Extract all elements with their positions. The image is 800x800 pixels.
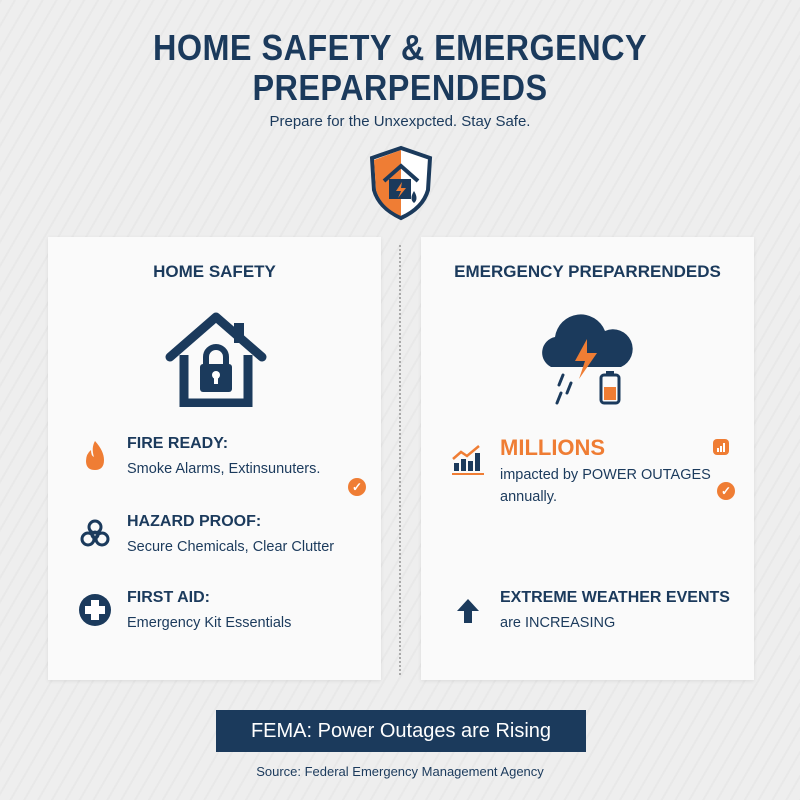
card-title: HOME SAFETY	[153, 262, 276, 281]
item-description: are INCREASING	[500, 615, 616, 631]
shield-house-icon	[368, 145, 434, 221]
subtitle: Prepare for the Unxexpcted. Stay Safe.	[269, 113, 531, 130]
source-note: Source: Federal Emergency Management Agency	[256, 764, 544, 779]
chart-up-icon	[451, 443, 485, 477]
title-line-1: HOME SAFETY & EMERGENCY	[152, 27, 648, 68]
item-description: Emergency Kit Essentials	[127, 615, 292, 631]
item-description: impacted by POWER OUTAGES	[500, 467, 711, 483]
mini-chart-icon	[713, 439, 729, 455]
item-heading: MILLIONS	[500, 435, 606, 460]
divider	[399, 245, 401, 675]
biohazard-icon	[78, 517, 112, 551]
item-heading: FIRE READY:	[127, 435, 229, 452]
flame-icon	[78, 439, 112, 473]
check-icon: ✓	[348, 478, 366, 496]
item-heading: FIRST AID:	[127, 589, 210, 606]
title-line-2: PREPARPENDEDS	[252, 67, 548, 108]
card-title: EMERGENCY PREPARRENDEDS	[454, 262, 721, 281]
storm-cloud-icon	[535, 309, 639, 409]
first-aid-icon	[78, 593, 112, 627]
arrow-up-icon	[451, 593, 485, 627]
item-description: Secure Chemicals, Clear Clutter	[127, 539, 335, 555]
emergency-preparedness-card	[421, 237, 754, 680]
home-safety-card	[48, 237, 381, 680]
page-title	[40, 28, 760, 108]
item-heading: EXTREME WEATHER EVENTS	[500, 589, 730, 606]
item-description-line2: annually.	[500, 489, 557, 505]
check-icon: ✓	[717, 482, 735, 500]
house-lock-icon	[164, 309, 268, 407]
item-heading: HAZARD PROOF:	[127, 513, 262, 530]
item-description: Smoke Alarms, Extinsunuters.	[127, 461, 321, 477]
fema-banner: FEMA: Power Outages are Rising	[216, 710, 586, 752]
